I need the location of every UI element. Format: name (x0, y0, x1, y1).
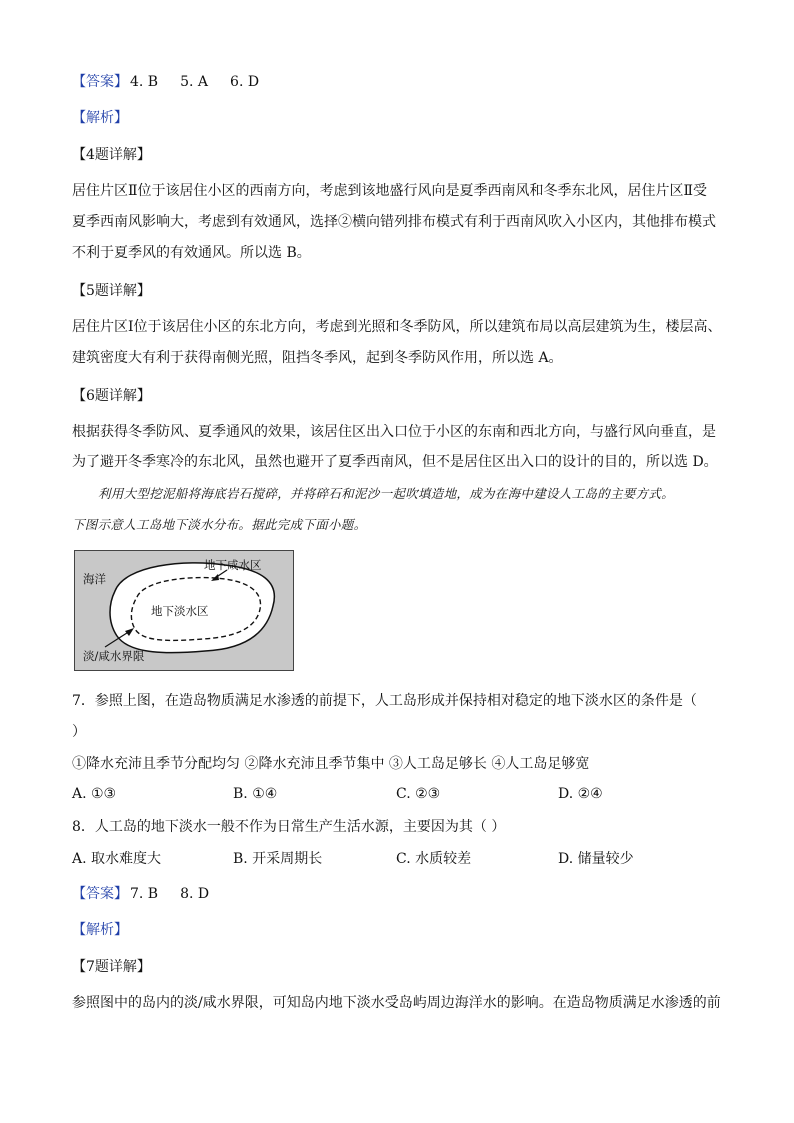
q6-heading: 【6题详解】 (72, 388, 151, 404)
label-fresh-zone: 地下淡水区 (151, 604, 209, 618)
q5-heading: 【5题详解】 (72, 283, 151, 299)
q8-options (72, 848, 672, 868)
q4-line-2: 夏季西南风影响大，考虑到有效通风，选择②横向错列排布模式有利于西南风吹入小区内，其他排布模式 (72, 214, 716, 230)
answer-tag-2: 【答案】 (72, 886, 128, 902)
q7-heading: 【7题详解】 (72, 959, 151, 975)
q8-option-a[interactable]: A. 取水难度大 (72, 851, 162, 867)
q8-option-b[interactable]: B. 开采周期长 (233, 851, 323, 867)
analysis-tag-1: 【解析】 (72, 110, 128, 126)
q5-line-1: 居住片区Ⅰ位于该居住小区的东北方向，考虑到光照和冬季防风，所以建筑布局以高层建筑为生，楼层高、 (72, 319, 722, 335)
q7-options (72, 786, 672, 806)
intro-line-1: 利用大型挖泥船将海底岩石搅碎，并将碎石和泥沙一起吹填造地，成为在海中建设人工岛的主要方式。 (98, 486, 675, 501)
q8-stem: 8．人工岛的地下淡水一般不作为日常生产生活水源，主要因为其（ ） (72, 819, 506, 835)
q4-line-1: 居住片区Ⅱ位于该居住小区的西南方向，考虑到该地盛行风向是夏季西南风和冬季东北风，居住片区Ⅱ受 (72, 183, 708, 199)
answer-5: 5. A (180, 74, 209, 90)
label-boundary: 淡/咸水界限 (83, 649, 145, 663)
q4-heading: 【4题详解】 (72, 147, 151, 163)
label-saline-zone: 地下咸水区 (204, 558, 262, 572)
q8-option-c[interactable]: C. 水质较差 (396, 851, 472, 867)
answer-line-2 (72, 884, 231, 904)
intro-line-2: 下图示意人工岛地下淡水分布。据此完成下面小题。 (72, 517, 367, 532)
answer-line-1 (72, 72, 281, 92)
answer-6: 6. D (230, 74, 260, 90)
q7-option-c[interactable]: C. ②③ (396, 786, 441, 802)
q7-stem: 7．参照上图，在造岛物质满足水渗透的前提下，人工岛形成并保持相对稳定的地下淡水区的条件是（ (72, 693, 697, 709)
q7-option-a[interactable]: A. ①③ (72, 786, 117, 802)
island-groundwater-map (74, 550, 294, 671)
q6-line-2: 为了避开冬季寒冷的东北风，虽然也避开了夏季西南风，但不是居住区出入口的设计的目的，所以选 D。 (72, 454, 718, 470)
analysis-tag-2: 【解析】 (72, 922, 128, 938)
q8-option-d[interactable]: D. 储量较少 (558, 851, 634, 867)
label-ocean: 海洋 (83, 572, 106, 586)
q5-line-2: 建筑密度大有利于获得南侧光照，阻挡冬季风，起到冬季防风作用，所以选 A。 (72, 350, 563, 366)
q6-line-1: 根据获得冬季防风、夏季通风的效果，该居住区出入口位于小区的东南和西北方向，与盛行风向垂直，是 (72, 424, 716, 440)
q7-option-b[interactable]: B. ①④ (233, 786, 278, 802)
q7-stem-end: ） (72, 724, 86, 740)
answer-tag: 【答案】 (72, 74, 128, 90)
answer-8: 8. D (180, 886, 210, 902)
answer-7: 7. B (130, 886, 159, 902)
answer-4: 4. B (130, 74, 159, 90)
q7-conditions: ①降水充沛且季节分配均匀 ②降水充沛且季节集中 ③人工岛足够长 ④人工岛足够宽 (72, 756, 590, 772)
q7-option-d[interactable]: D. ②④ (558, 786, 603, 802)
q7-analysis-line-1: 参照图中的岛内的淡/咸水界限，可知岛内地下淡水受岛屿周边海洋水的影响。在造岛物质满足水渗透的前 (72, 995, 721, 1011)
q4-line-3: 不利于夏季风的有效通风。所以选 B。 (72, 245, 311, 261)
